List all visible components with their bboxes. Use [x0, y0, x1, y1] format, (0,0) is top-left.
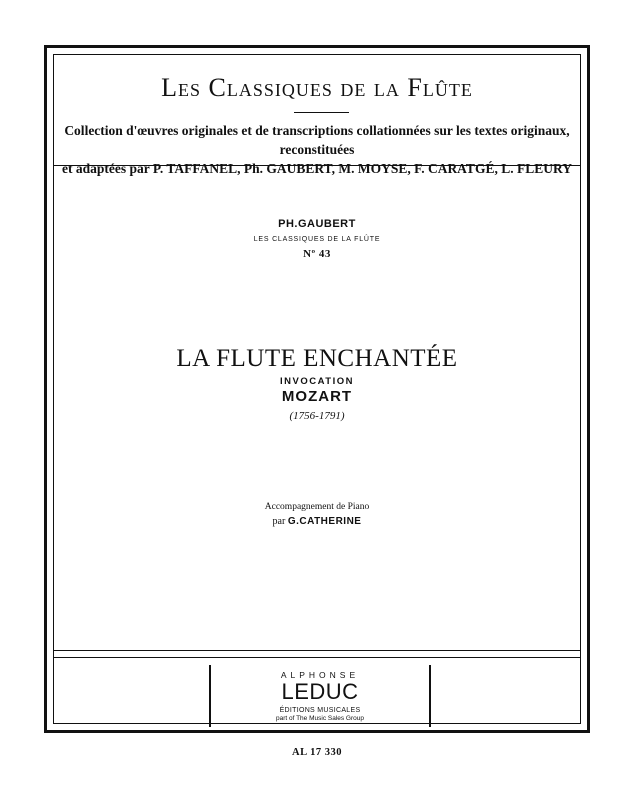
- footer-divider-bottom: [54, 657, 580, 658]
- composer-dates: (1756-1791): [289, 410, 345, 422]
- work-title: LA FLUTE ENCHANTÉE: [176, 345, 458, 372]
- arranger-line: [54, 516, 580, 527]
- series-number: Nº 43: [303, 248, 331, 260]
- collection-line-2: et adaptées par P. TAFFANEL, Ph. GAUBERT, M. MOYSE, F. CARATGÉ, L. FLEURY: [62, 161, 572, 176]
- work-subtitle: INVOCATION: [280, 376, 354, 387]
- cover-outer-border: [44, 45, 590, 733]
- header-divider: [54, 165, 580, 166]
- editor-name: PH.GAUBERT: [278, 218, 356, 230]
- publisher-alphonse: ALPHONSE: [280, 670, 360, 680]
- title-rule: [294, 112, 349, 113]
- composer-name: MOZART: [281, 388, 353, 405]
- footer-divider-top: [54, 650, 580, 651]
- publisher-leduc: LEDUC: [281, 679, 359, 704]
- accompaniment-line: Accompagnement de Piano: [264, 502, 370, 512]
- catalog-number: AL 17 330: [291, 747, 342, 758]
- publisher-editions: ÉDITIONS MUSICALES: [279, 707, 361, 714]
- cover-inner-frame: [53, 54, 581, 724]
- series-title: Les Classiques de la Flûte: [161, 73, 473, 102]
- collection-line-1: Collection d'œuvres originales et de transcriptions collationnées sur les textes originaux, reconstituées: [64, 123, 570, 157]
- arranger-name: G.CATHERINE: [287, 516, 362, 527]
- series-name-small: LES CLASSIQUES DE LA FLÛTE: [253, 236, 381, 243]
- arranger-par: par: [272, 516, 286, 527]
- collection-description: [54, 121, 580, 178]
- publisher-box: [209, 665, 431, 727]
- publisher-group: part of The Music Sales Group: [275, 715, 365, 722]
